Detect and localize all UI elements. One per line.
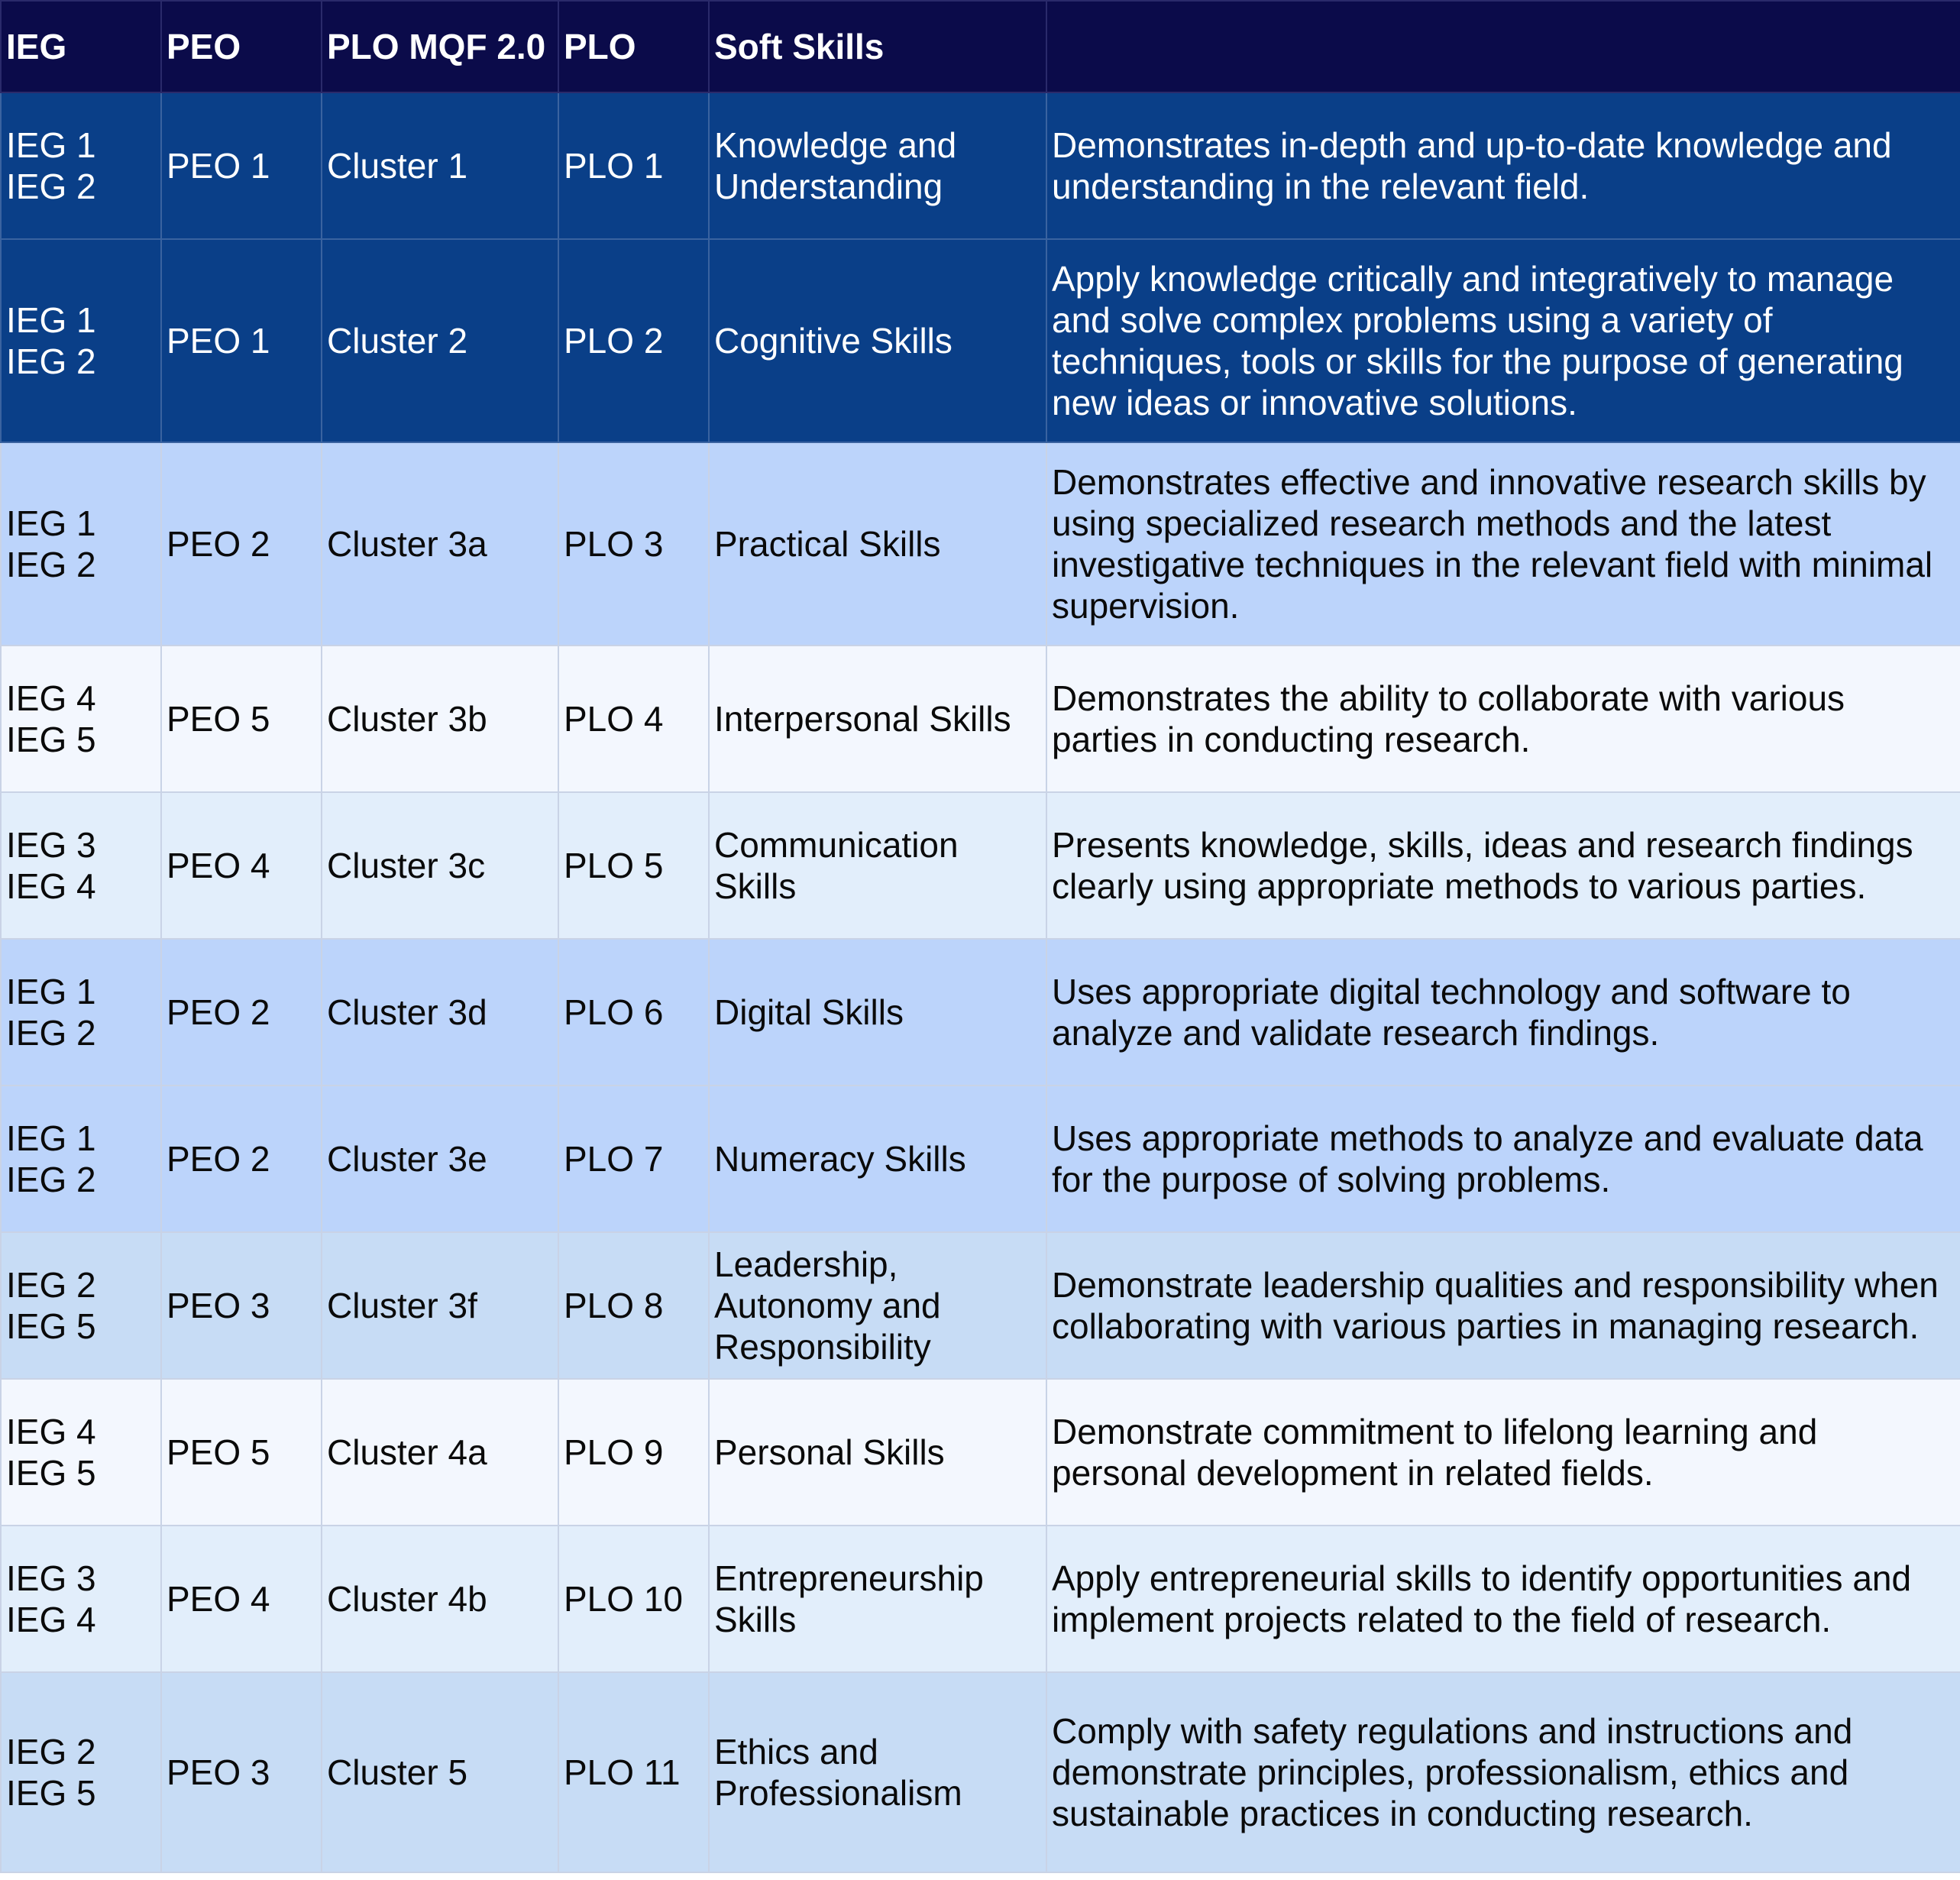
plo-cell: PLO 6 <box>558 939 709 1086</box>
skill-cell: Communication Skills <box>709 792 1046 939</box>
plo-cell: PLO 2 <box>558 239 709 442</box>
ieg-cell: IEG 1 IEG 2 <box>1 939 161 1086</box>
peo-cell: PEO 5 <box>161 646 322 792</box>
ieg-cell: IEG 2 IEG 5 <box>1 1672 161 1872</box>
ieg-cell: IEG 1 IEG 2 <box>1 92 161 239</box>
plo-cell: PLO 9 <box>558 1379 709 1526</box>
peo-cell: PEO 2 <box>161 939 322 1086</box>
description-cell: Uses appropriate digital technology and software to analyze and validate research findings. <box>1046 939 1960 1086</box>
peo-cell: PEO 4 <box>161 792 322 939</box>
peo-cell: PEO 2 <box>161 1086 322 1232</box>
description-cell: Demonstrates in-depth and up-to-date knowledge and understanding in the relevant field. <box>1046 92 1960 239</box>
ieg-cell: IEG 4 IEG 5 <box>1 646 161 792</box>
table-row <box>1 1232 1960 1379</box>
description-cell: Demonstrates the ability to collaborate with various parties in conducting research. <box>1046 646 1960 792</box>
table-row <box>1 646 1960 792</box>
peo-cell: PEO 1 <box>161 239 322 442</box>
skill-cell: Ethics and Professionalism <box>709 1672 1046 1872</box>
plo-cell: PLO 4 <box>558 646 709 792</box>
skill-cell: Numeracy Skills <box>709 1086 1046 1232</box>
description-cell: Comply with safety regulations and instructions and demonstrate principles, professionalism, ethics and sustainable practices in conducting research. <box>1046 1672 1960 1872</box>
plo-cell: PLO 11 <box>558 1672 709 1872</box>
table-row <box>1 939 1960 1086</box>
ieg-cell: IEG 1 IEG 2 <box>1 239 161 442</box>
description-cell: Apply entrepreneurial skills to identify opportunities and implement projects related to the field of research. <box>1046 1526 1960 1672</box>
header-plo-mqf: PLO MQF 2.0 <box>322 1 558 92</box>
description-cell: Demonstrate leadership qualities and responsibility when collaborating with various parties in managing research. <box>1046 1232 1960 1379</box>
ieg-cell: IEG 3 IEG 4 <box>1 1526 161 1672</box>
peo-cell: PEO 2 <box>161 442 322 646</box>
skill-cell: Digital Skills <box>709 939 1046 1086</box>
cluster-cell: Cluster 3f <box>322 1232 558 1379</box>
plo-cell: PLO 7 <box>558 1086 709 1232</box>
cluster-cell: Cluster 3d <box>322 939 558 1086</box>
cluster-cell: Cluster 3a <box>322 442 558 646</box>
ieg-cell: IEG 1 IEG 2 <box>1 1086 161 1232</box>
cluster-cell: Cluster 4a <box>322 1379 558 1526</box>
description-cell: Presents knowledge, skills, ideas and research findings clearly using appropriate methods to various parties. <box>1046 792 1960 939</box>
table-row <box>1 1379 1960 1526</box>
table-row <box>1 92 1960 239</box>
table-row <box>1 1086 1960 1232</box>
table-row <box>1 1526 1960 1672</box>
header-peo: PEO <box>161 1 322 92</box>
header-description <box>1046 1 1960 92</box>
description-cell: Demonstrate commitment to lifelong learning and personal development in related fields. <box>1046 1379 1960 1526</box>
skill-cell: Interpersonal Skills <box>709 646 1046 792</box>
description-cell: Uses appropriate methods to analyze and evaluate data for the purpose of solving problems. <box>1046 1086 1960 1232</box>
ieg-cell: IEG 4 IEG 5 <box>1 1379 161 1526</box>
peo-cell: PEO 1 <box>161 92 322 239</box>
description-cell: Demonstrates effective and innovative research skills by using specialized research methods and the latest investigative techniques in the relevant field with minimal supervision. <box>1046 442 1960 646</box>
cluster-cell: Cluster 2 <box>322 239 558 442</box>
peo-cell: PEO 3 <box>161 1672 322 1872</box>
header-row <box>1 1 1960 92</box>
cluster-cell: Cluster 3b <box>322 646 558 792</box>
header-ieg: IEG <box>1 1 161 92</box>
cluster-cell: Cluster 3e <box>322 1086 558 1232</box>
ieg-cell: IEG 3 IEG 4 <box>1 792 161 939</box>
plo-cell: PLO 3 <box>558 442 709 646</box>
plo-cell: PLO 5 <box>558 792 709 939</box>
table-row <box>1 1672 1960 1872</box>
plo-cell: PLO 1 <box>558 92 709 239</box>
ieg-cell: IEG 1 IEG 2 <box>1 442 161 646</box>
skill-cell: Personal Skills <box>709 1379 1046 1526</box>
cluster-cell: Cluster 4b <box>322 1526 558 1672</box>
cluster-cell: Cluster 1 <box>322 92 558 239</box>
skill-cell: Leadership, Autonomy and Responsibility <box>709 1232 1046 1379</box>
peo-cell: PEO 4 <box>161 1526 322 1672</box>
cluster-cell: Cluster 5 <box>322 1672 558 1872</box>
table-row <box>1 792 1960 939</box>
table-row <box>1 239 1960 442</box>
plo-cell: PLO 10 <box>558 1526 709 1672</box>
header-soft-skills: Soft Skills <box>709 1 1046 92</box>
description-cell: Apply knowledge critically and integratively to manage and solve complex problems using a variety of techniques, tools or skills for the purpose of generating new ideas or innovative solutions. <box>1046 239 1960 442</box>
table-row <box>1 442 1960 646</box>
skill-cell: Entrepreneurship Skills <box>709 1526 1046 1672</box>
skill-cell: Knowledge and Understanding <box>709 92 1046 239</box>
peo-cell: PEO 3 <box>161 1232 322 1379</box>
header-plo: PLO <box>558 1 709 92</box>
plo-cell: PLO 8 <box>558 1232 709 1379</box>
peo-cell: PEO 5 <box>161 1379 322 1526</box>
skill-cell: Cognitive Skills <box>709 239 1046 442</box>
ieg-cell: IEG 2 IEG 5 <box>1 1232 161 1379</box>
cluster-cell: Cluster 3c <box>322 792 558 939</box>
skill-cell: Practical Skills <box>709 442 1046 646</box>
